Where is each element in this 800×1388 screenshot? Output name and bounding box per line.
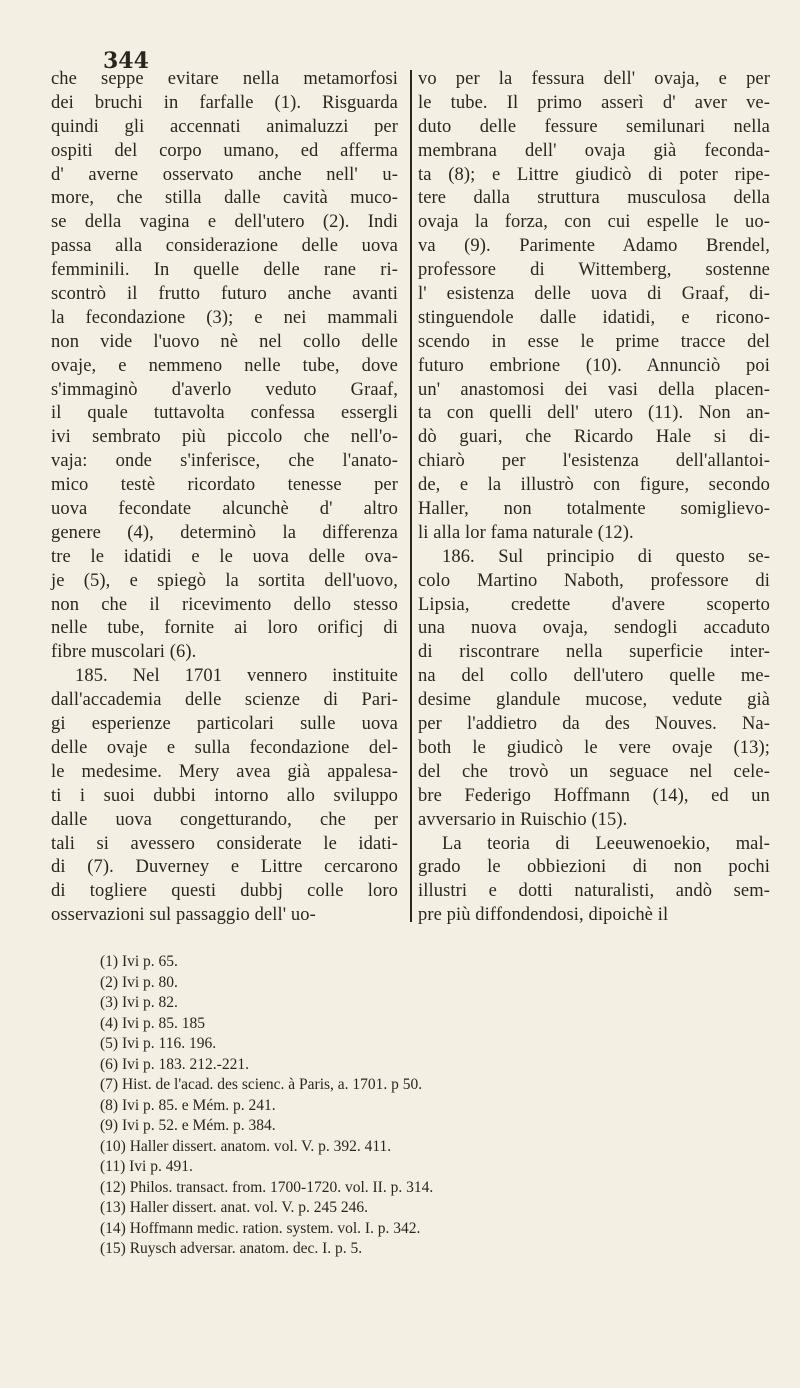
text-line: tre le idatidi e le uova delle ova- xyxy=(51,546,398,567)
text-line: per l'addietro da des Nouves. Na- xyxy=(418,714,770,735)
text-line: chiarò per l'esistenza dell'allantoi- xyxy=(418,451,770,472)
text-line: vaja: onde s'inferisce, che l'anato- xyxy=(51,451,398,472)
footnote: (9) Ivi p. 52. e Mém. p. 384. xyxy=(100,1117,276,1134)
footnote: (4) Ivi p. 85. 185 xyxy=(100,1014,206,1032)
text-line: bre Federigo Hoffmann (14), ed un xyxy=(418,785,770,806)
footnotes xyxy=(100,952,433,1260)
text-line: passa alla considerazione delle uova xyxy=(51,236,398,257)
text-line: ta (8); e Littre giudicò di poter ripe- xyxy=(418,164,770,185)
text-line: l' esistenza delle uova di Graaf, di- xyxy=(418,284,770,305)
text-line: desime glandule mucose, vedute già xyxy=(418,690,770,711)
text-line: uova fecondate alcunchè d' altro xyxy=(51,499,398,520)
text-line: futuro embrione (10). Annunciò poi xyxy=(418,355,770,376)
text-line: illustri e dotti naturalisti, andò sem- xyxy=(418,881,770,902)
text-line: ta con quelli dell' utero (11). Non an- xyxy=(418,403,770,424)
text-line: quindi gli accennati animaluzzi per xyxy=(51,116,398,137)
text-line: both le giudicò le vere ovaje (13); xyxy=(418,737,770,758)
text-line: ovaje, e nemmeno nelle tube, dove xyxy=(51,355,398,376)
text-line: femminili. In quelle delle rane ri- xyxy=(51,260,398,281)
text-line: ovaja la forza, con cui espelle le uo- xyxy=(418,212,770,233)
text-line: Haller, non totalmente somiglievo- xyxy=(418,499,770,520)
text-line: ivi sembrato più piccolo che nell'o- xyxy=(51,427,398,448)
text-line: dei bruchi in farfalle (1). Risguarda xyxy=(51,92,398,113)
footnote: (14) Hoffmann medic. ration. system. vol. I. p. 342. xyxy=(100,1219,421,1237)
text-line: del che trovò un seguace nel cele- xyxy=(418,761,770,782)
footnote: (10) Haller dissert. anatom. vol. V. p. 392. 411. xyxy=(100,1137,392,1155)
text-line: avversario in Ruischio (15). xyxy=(418,809,628,830)
text-line: di togliere questi dubbj colle loro xyxy=(51,881,398,902)
text-line: colo Martino Naboth, professore di xyxy=(418,570,770,591)
text-line: nelle tube, fornite ai loro orificj di xyxy=(51,618,398,639)
text-line: 186. Sul principio di questo se- xyxy=(442,546,770,567)
text-line: non che il ricevimento dello stesso xyxy=(51,594,398,615)
text-line: gi esperienze particolari sulle uova xyxy=(51,714,398,735)
footnote: (11) Ivi p. 491. xyxy=(100,1158,193,1175)
text-line: de, e la illustrò con figure, secondo xyxy=(418,475,770,496)
text-line: il quale tuttavolta confessa essergli xyxy=(51,403,398,424)
text-line: La teoria di Leeuwenoekio, mal- xyxy=(442,833,770,854)
text-line: dalle uova congetturando, che per xyxy=(51,809,398,830)
text-line: na del collo dell'utero quelle me- xyxy=(418,666,770,687)
footnote: (15) Ruysch adversar. anatom. dec. I. p. 5. xyxy=(100,1240,363,1257)
text-line: vo per la fessura dell' ovaja, e per xyxy=(418,69,770,89)
text-line: tere dalla struttura musculosa della xyxy=(418,188,770,209)
text-line: mico testè ricordato tenesse per xyxy=(51,475,398,496)
footnote: (13) Haller dissert. anat. vol. V. p. 245 246. xyxy=(100,1199,369,1216)
text-line: le medesime. Mery avea già appalesa- xyxy=(51,761,398,782)
text-line: ospiti del corpo umano, ed afferma xyxy=(51,140,398,161)
footnote: (1) Ivi p. 65. xyxy=(100,953,178,970)
text-line: la fecondazione (3); e nei mammali xyxy=(51,307,398,328)
left-text-column xyxy=(51,68,398,928)
footnote: (2) Ivi p. 80. xyxy=(100,973,178,991)
text-line: duto delle fessure semilunari nella xyxy=(418,116,770,137)
text-line: more, che stilla dalle cavità muco- xyxy=(51,188,398,209)
right-text-column xyxy=(418,68,770,928)
text-line: ti i suoi dubbi intorno allo sviluppo xyxy=(51,785,398,806)
footnote: (3) Ivi p. 82. xyxy=(100,994,178,1011)
text-line: se della vagina e dell'utero (2). Indi xyxy=(51,212,398,233)
text-line: genere (4), determinò la differenza xyxy=(51,522,398,543)
footnote: (8) Ivi p. 85. e Mém. p. 241. xyxy=(100,1096,276,1114)
text-line: professore di Wittemberg, sostenne xyxy=(418,260,770,281)
footnote: (6) Ivi p. 183. 212.-221. xyxy=(100,1055,249,1073)
text-line: dall'accademia delle scienze di Pari- xyxy=(51,690,398,711)
text-line: scendo in esse le prime tracce del xyxy=(418,331,770,352)
text-line: le tube. Il primo asserì d' aver ve- xyxy=(418,92,770,113)
text-line: delle ovaje e sulla fecondazione del- xyxy=(51,737,398,758)
text-line: membrana dell' ovaja già feconda- xyxy=(418,140,770,161)
text-line: non vide l'uovo nè nel collo delle xyxy=(51,331,398,352)
text-line: dò guari, che Ricardo Hale si di- xyxy=(418,427,770,448)
text-line: je (5), e spiegò la sortita dell'uovo, xyxy=(51,570,398,591)
text-line: pre più diffondendosi, dipoichè il xyxy=(418,905,669,926)
footnote: (12) Philos. transact. from. 1700-1720. vol. II. p. 314. xyxy=(100,1178,434,1196)
text-line: di (7). Duverney e Littre cercarono xyxy=(51,857,398,878)
text-line: d' averne osservato anche nell' u- xyxy=(51,164,398,185)
text-line: tali si avessero considerate le idati- xyxy=(51,833,398,854)
text-line: fibre muscolari (6). xyxy=(51,642,197,663)
footnote: (5) Ivi p. 116. 196. xyxy=(100,1035,217,1052)
page-number: 344 xyxy=(103,48,149,74)
text-line: una nuova ovaja, sendogli accaduto xyxy=(418,618,770,639)
text-line: che seppe evitare nella metamorfosi xyxy=(51,69,398,89)
text-line: Lipsia, credette d'avere scoperto xyxy=(418,594,770,615)
text-line: va (9). Parimente Adamo Brendel, xyxy=(418,236,770,257)
text-line: grado le obbiezioni di non pochi xyxy=(418,857,770,878)
text-line: 185. Nel 1701 vennero instituite xyxy=(75,666,398,687)
text-line: stinguendole dalle idatidi, e ricono- xyxy=(418,307,770,328)
text-line: s'immaginò d'averlo veduto Graaf, xyxy=(51,379,398,400)
text-line: di riscontrare nella superficie inter- xyxy=(418,642,770,663)
column-divider xyxy=(410,70,412,922)
footnote: (7) Hist. de l'acad. des scienc. à Paris, a. 1701. p 50. xyxy=(100,1076,423,1093)
text-line: scontrò il frutto futuro anche avanti xyxy=(51,284,398,305)
text-line: li alla lor fama naturale (12). xyxy=(418,522,634,543)
text-line: osservazioni sul passaggio dell' uo- xyxy=(51,905,316,926)
text-line: un' anastomosi dei vasi della placen- xyxy=(418,379,770,400)
